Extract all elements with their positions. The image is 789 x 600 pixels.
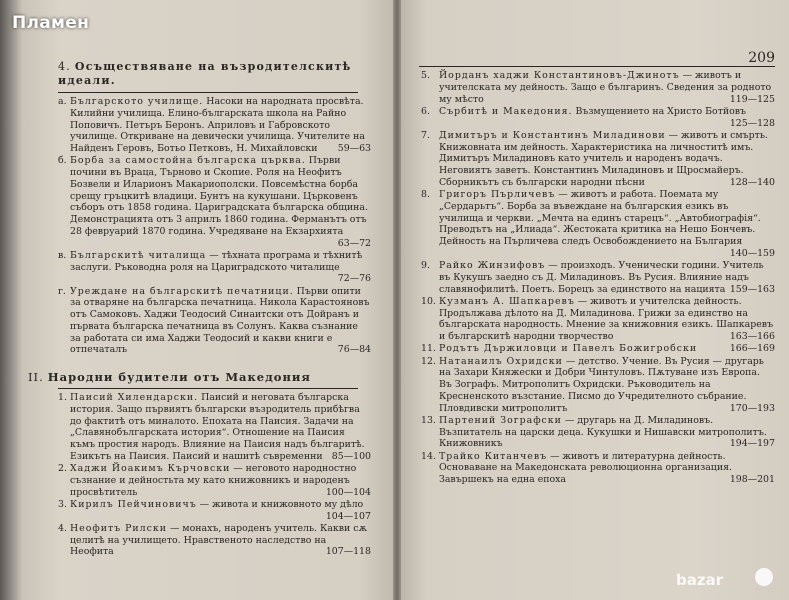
entry-pages: 119—125 bbox=[729, 93, 775, 105]
seller-name: Пламен bbox=[12, 13, 90, 33]
page-number: 209 bbox=[748, 50, 775, 66]
entry-pages: 72—76 bbox=[337, 273, 371, 285]
entry-pages: 163—166 bbox=[729, 331, 775, 342]
entry-text: — неговото народностно съзнание и дейностьта му като книжовникъ и народенъ просвѣтитель bbox=[70, 463, 357, 498]
entry-heading: Трайко Китанчевъ bbox=[439, 450, 548, 462]
toc-entry bbox=[58, 286, 371, 357]
entry-pages: 128—140 bbox=[729, 176, 775, 188]
entry-pages: 198—201 bbox=[729, 474, 775, 485]
entry-text: Възмущението на Христо Ботйовъ bbox=[575, 105, 747, 117]
entry-heading: Кузманъ А. Шапкаревъ bbox=[439, 295, 575, 307]
entry-heading: Родътъ Държиловци и Павелъ Божигробски bbox=[439, 343, 698, 355]
toc-entry bbox=[419, 130, 775, 189]
entry-label: 2. bbox=[58, 463, 67, 474]
section-4-title-line-1: Осъществяване на възродителскитѣ bbox=[74, 60, 352, 73]
entry-label: 6. bbox=[421, 105, 430, 117]
toc-entry bbox=[419, 106, 775, 130]
entry-label: 7. bbox=[421, 129, 430, 141]
watermark-text: bazar bbox=[676, 571, 724, 589]
entry-heading: Хаджи Йоакимъ Кърчовски bbox=[70, 463, 231, 474]
section-2-heading bbox=[28, 370, 371, 384]
entry-pages: 170—193 bbox=[729, 402, 775, 414]
entry-heading: Българскитѣ читалища bbox=[70, 249, 207, 261]
entry-label: а. bbox=[58, 96, 67, 107]
entry-pages: 194—197 bbox=[729, 438, 775, 450]
toc-entry bbox=[58, 392, 371, 463]
entry-text: — живота и книжовното му дѣло bbox=[199, 498, 364, 510]
entry-label: 13. bbox=[421, 414, 436, 426]
entry-heading: Уреждане на българскитѣ печатници. bbox=[70, 285, 294, 297]
entry-label: 4. bbox=[58, 522, 67, 534]
entry-label: 3. bbox=[58, 498, 67, 510]
top-gap bbox=[419, 44, 775, 64]
entry-pages: 59—63 bbox=[337, 143, 371, 154]
entry-pages: 107—118 bbox=[325, 546, 371, 558]
entry-heading: Партений Зографски bbox=[439, 414, 562, 426]
entry-text: — тѣхната програма и тѣхнитѣ заслуги. Ръководна роля на Цариградското читалище bbox=[70, 249, 363, 273]
entry-pages: 125—128 bbox=[729, 117, 775, 129]
entry-text: Паисий и неговата българска история. Защо първиятъ български възродитель прибѣгва до фактитѣ отъ миналото. Епохата на Паисия. Задачи на „Славянобългарската история“. Отношение на Паисия къмъ простия народъ. Влияние на Паисия надъ българитѣ. Езикътъ на Паисия. Паисий и нашитѣ съвременни bbox=[70, 392, 365, 462]
section-4-rule bbox=[58, 92, 358, 93]
entry-label: 14. bbox=[421, 450, 436, 462]
entry-label: 9. bbox=[421, 260, 430, 271]
entry-text: — произходъ. Ученически години. Учитель въ Кукушъ заедно съ Д. Миладиновъ. Въ Русия. Влияние надъ славянофилитѣ. Поетъ. Борецъ за единството на нацията bbox=[439, 260, 764, 295]
entry-heading: Райко Жинзифовъ bbox=[439, 260, 546, 271]
entry-text: — монахъ, народенъ учитель. Какви сѫ целитѣ на училището. Нравственото наследство на Неофита bbox=[70, 522, 368, 558]
entry-heading: Натанаилъ Охридски bbox=[439, 355, 563, 367]
section-4-title-line-2: идеали. bbox=[58, 74, 116, 87]
entry-text: — животъ и работа. Поемата му „Сердарьтъ“. Борба за въвеждане на българския езикъ въ училища и черкви. „Мечта на единъ старецъ“. „Автобиографія“. Преводътъ на „Илиада“. Жестоката критика на Нешо Бончевъ. Дейность на Пърличева следъ Освобождението на България bbox=[439, 189, 761, 247]
entry-pages: 104—107 bbox=[325, 510, 371, 522]
entry-text: — детство. Учение. Въ Русия — другарь на Захари Княжески и Добри Чинтуловъ. Пѫтуване изъ Европа. Въ Зографъ. Митрополитъ Охридски. Ръководитель на Кресненското възстание. Писмо до Учредителното събрание. Пловдивски митрополитъ bbox=[439, 355, 764, 414]
entry-pages: 63—72 bbox=[337, 237, 371, 249]
entry-text: — животъ и литературна дейность. Основаване на Македонската революционна организация. Завършекъ на една епоха bbox=[439, 450, 732, 485]
right-page bbox=[397, 0, 789, 600]
entry-label: в. bbox=[58, 249, 67, 261]
toc-entry bbox=[58, 250, 371, 285]
entry-heading: Неофитъ Рилски bbox=[70, 522, 167, 534]
toc-entry bbox=[419, 70, 775, 105]
section-4-number: 4. bbox=[58, 60, 71, 73]
entry-text: — другарь на Д. Миладиновъ. Възпитатель на царски деца. Кукушки и Нишавски митрополитъ. Книжовникъ bbox=[439, 414, 767, 450]
entry-label: 10. bbox=[421, 295, 436, 307]
entry-text: Първи почини въ Враца, Търново и Скопие. Роля на Неофитъ Бозвели и Иларионъ Макариополски. Повсемѣстна борба срещу гръцкитѣ владици. Бунтъ на кукушани. Църковенъ съборъ отъ 1858 година. Цариградската българска община. Демонстрацията отъ 3 априлъ 1860 година. Ферманътъ отъ 28 февруарий 1870 година. Учредяване на Екзархията bbox=[70, 155, 368, 237]
entry-heading: Борба за самостойна българска църква. bbox=[70, 155, 306, 167]
toc-entry bbox=[58, 155, 371, 249]
entry-label: 11. bbox=[421, 343, 436, 355]
entry-text: — животъ и учителска дейность. Продължава дѣлото на Д. Миладинова. Грижи за единство на българската народность. Мнение за книжовния езикъ. Шапкаревъ и българскитѣ народни творчество bbox=[439, 295, 774, 342]
entry-text: — животъ и смърть. Книжовната им дейность. Характеристика на личноститѣ имъ. Димитъръ Миладиновъ като учитель и народенъ водачъ. Неговиятъ заветъ. Константинъ Миладиновъ и Щросмайеръ. Сборникътъ съ български народни пѣсни bbox=[439, 129, 768, 188]
toc-entry bbox=[58, 463, 371, 498]
entry-pages: 166—169 bbox=[729, 343, 775, 355]
entry-pages: 85—100 bbox=[331, 450, 371, 462]
toc-entry bbox=[419, 189, 775, 260]
toc-entry bbox=[419, 296, 775, 343]
entry-heading: Димитъръ и Константинъ Миладинови bbox=[439, 129, 666, 141]
entry-heading: Кирилъ Пейчиновичъ bbox=[70, 498, 197, 510]
entry-text: — животъ и учителската му дейность. Защо е българинъ. Сведения за родното му мѣсто bbox=[439, 70, 772, 105]
section-2-number: II. bbox=[28, 370, 44, 384]
entry-heading: Паисий Хилендарски. bbox=[70, 392, 199, 403]
entry-pages: 140—159 bbox=[729, 247, 775, 259]
toc-entry bbox=[419, 356, 775, 415]
entry-pages: 159—163 bbox=[729, 283, 775, 295]
entry-label: б. bbox=[58, 155, 67, 167]
section-2-title: Народни будители отъ Македония bbox=[47, 370, 311, 384]
section-4-heading bbox=[58, 60, 371, 88]
toc-entry bbox=[58, 96, 371, 155]
entry-heading: Сърбитѣ и Македония. bbox=[439, 105, 573, 117]
entry-text: Насоки на народната просвѣта. Килийни училища. Елино-българската школа на Райно Поповичъ. Петъръ Беронъ. Априловъ и Габровското училище. Откриване на девически училища. Учителите на Найденъ Геровъ, Ботьо Петковъ, Н. Михайловски bbox=[70, 96, 365, 154]
toc-entry bbox=[419, 343, 775, 355]
toc-entry bbox=[419, 451, 775, 486]
entry-pages: 76—84 bbox=[337, 344, 371, 356]
entry-pages: 100—104 bbox=[325, 486, 371, 498]
entry-label: 5. bbox=[421, 70, 430, 81]
toc-entry bbox=[58, 499, 371, 523]
toc-entry bbox=[58, 523, 371, 558]
toc-entry bbox=[419, 415, 775, 450]
entry-text: Първи опити за отваряне на българска печатница. Никола Карастояновъ отъ Самоковъ. Хаджи Теодосий Синаитски отъ Дойранъ и първата българска печатница въ Солунъ. Каква съзнание за работата си има Хаджи Теодосий и какви книги е отпечаталъ bbox=[70, 285, 370, 356]
toc-entry bbox=[419, 260, 775, 295]
entry-label: 8. bbox=[421, 189, 430, 200]
entry-label: 1. bbox=[58, 392, 67, 403]
right-top-rule bbox=[419, 66, 775, 67]
book-spine bbox=[393, 0, 401, 600]
watermark-logo-icon bbox=[755, 568, 773, 586]
entry-label: г. bbox=[58, 285, 66, 297]
entry-heading: Григоръ Пърличевъ bbox=[439, 189, 556, 200]
entry-heading: Българското училище. bbox=[70, 96, 204, 107]
section-2-rule bbox=[58, 388, 358, 389]
entry-label: 12. bbox=[421, 355, 436, 367]
entry-heading: Йорданъ хаджи Константиновъ-Джинотъ bbox=[439, 70, 680, 81]
